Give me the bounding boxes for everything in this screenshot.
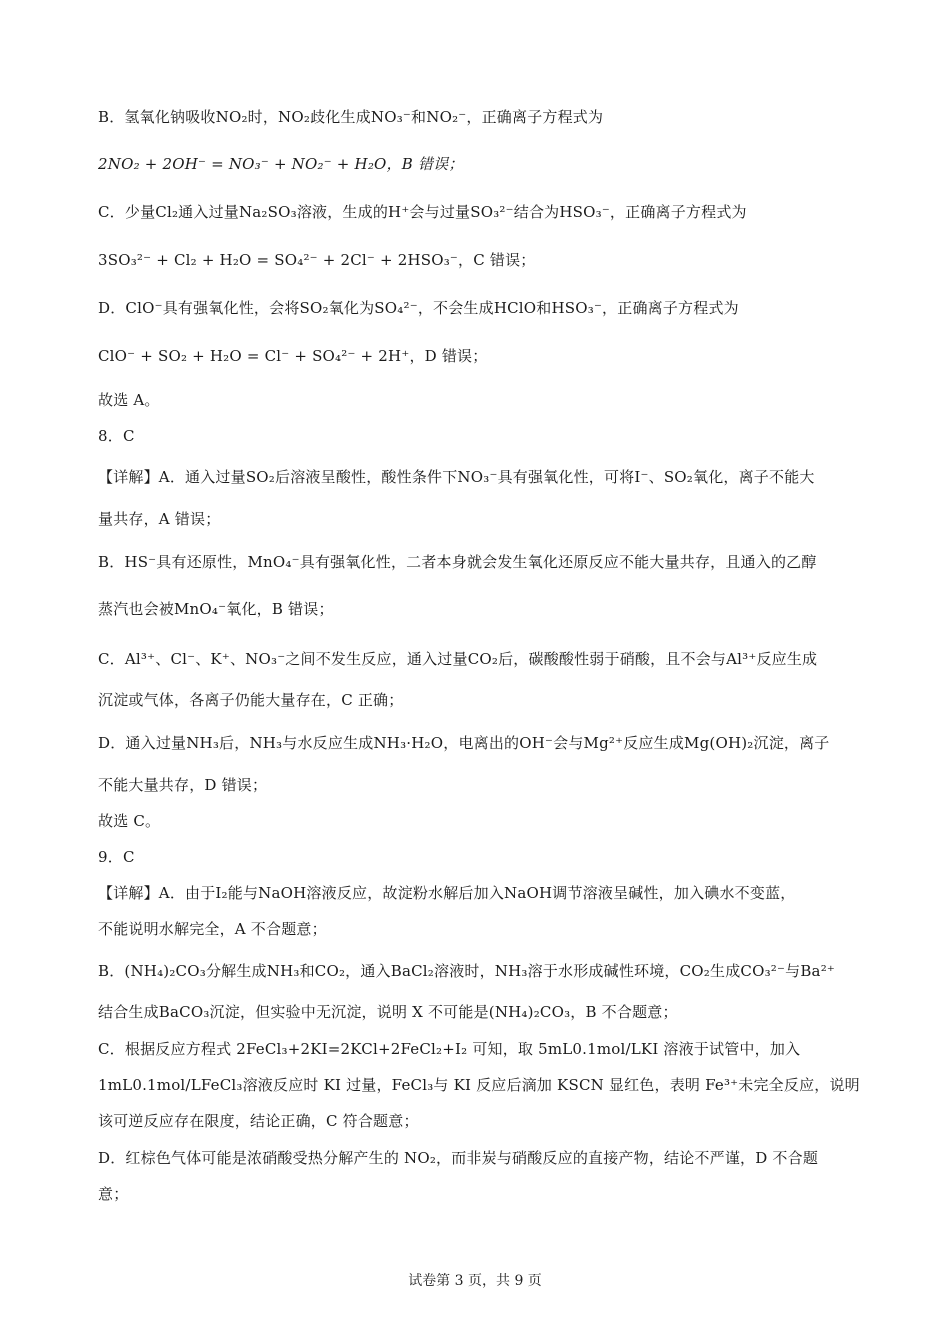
q8-option-d-line1: D．通入过量NH₃后，NH₃与水反应生成NH₃·H₂O，电离出的OH⁻会与Mg²⁺反应生成Mg(OH)₂沉淀，离子 <box>98 734 830 752</box>
q9-option-c-line2: 1mL0.1mol/LFeCl₃溶液反应时 KI 过量，FeCl₃与 KI 反应后滴加 KSCN 显红色，表明 Fe³⁺未完全反应，说明 <box>98 1076 860 1094</box>
q7-option-d-line1: D．ClO⁻具有强氧化性，会将SO₂氧化为SO₄²⁻，不会生成HClO和HSO₃⁻，正确离子方程式为 <box>98 299 739 317</box>
q8-option-a-line1: 【详解】A．通入过量SO₂后溶液呈酸性，酸性条件下NO₃⁻具有强氧化性，可将I⁻、SO₂氧化，离子不能大 <box>98 468 815 486</box>
q7-option-d-equation: ClO⁻ + SO₂ + H₂O = Cl⁻ + SO₄²⁻ + 2H⁺，D 错误； <box>98 347 488 365</box>
q9-option-a-line2: 不能说明水解完全，A 不合题意； <box>98 920 327 938</box>
q7-option-c-line1: C．少量Cl₂通入过量Na₂SO₃溶液，生成的H⁺会与过量SO₃²⁻结合为HSO₃⁻，正确离子方程式为 <box>98 203 747 221</box>
q7-conclusion: 故选 A。 <box>98 391 160 409</box>
q9-option-a-line1: 【详解】A．由于I₂能与NaOH溶液反应，故淀粉水解后加入NaOH调节溶液呈碱性，加入碘水不变蓝， <box>98 884 796 902</box>
q7-option-b-equation: 2NO₂ + 2OH⁻ = NO₃⁻ + NO₂⁻ + H₂O，B 错误； <box>98 155 464 173</box>
page-footer: 试卷第 3 页，共 9 页 <box>408 1273 542 1289</box>
q8-option-b-line1: B．HS⁻具有还原性，MnO₄⁻具有强氧化性，二者本身就会发生氧化还原反应不能大量共存，且通入的乙醇 <box>98 553 817 571</box>
q8-option-d-line2: 不能大量共存，D 错误； <box>98 776 268 794</box>
q8-conclusion: 故选 C。 <box>98 812 161 830</box>
q9-option-b-line2: 结合生成BaCO₃沉淀，但实验中无沉淀，说明 X 不可能是(NH₄)₂CO₃，B 不合题意； <box>98 1003 678 1021</box>
q9-option-c-line3: 该可逆反应存在限度，结论正确，C 符合题意； <box>98 1112 419 1130</box>
q8-answer-number: 8．C <box>98 427 135 445</box>
q9-option-d-line1: D．红棕色气体可能是浓硝酸受热分解产生的 NO₂，而非炭与硝酸反应的直接产物，结论不严谨，D 不合题 <box>98 1149 819 1167</box>
q8-option-c-line1: C．Al³⁺、Cl⁻、K⁺、NO₃⁻之间不发生反应，通入过量CO₂后，碳酸酸性弱于硝酸，且不会与Al³⁺反应生成 <box>98 650 818 668</box>
q8-option-a-line2: 量共存，A 错误； <box>98 510 221 528</box>
q7-option-c-equation: 3SO₃²⁻ + Cl₂ + H₂O = SO₄²⁻ + 2Cl⁻ + 2HSO₃⁻，C 错误； <box>98 251 536 269</box>
q8-option-c-line2: 沉淀或气体，各离子仍能大量存在，C 正确； <box>98 691 404 709</box>
q9-option-b-line1: B．(NH₄)₂CO₃分解生成NH₃和CO₂，通入BaCl₂溶液时，NH₃溶于水形成碱性环境，CO₂生成CO₃²⁻与Ba²⁺ <box>98 962 836 980</box>
q7-option-b-line1: B．氢氧化钠吸收NO₂时，NO₂歧化生成NO₃⁻和NO₂⁻，正确离子方程式为 <box>98 108 604 126</box>
q8-option-b-line2: 蒸汽也会被MnO₄⁻氧化，B 错误； <box>98 600 334 618</box>
q9-option-c-line1: C．根据反应方程式 2FeCl₃+2KI=2KCl+2FeCl₂+I₂ 可知，取 5mL0.1mol/LKI 溶液于试管中，加入 <box>98 1040 801 1058</box>
q9-option-d-line2: 意； <box>98 1185 129 1203</box>
q9-answer-number: 9．C <box>98 848 135 866</box>
